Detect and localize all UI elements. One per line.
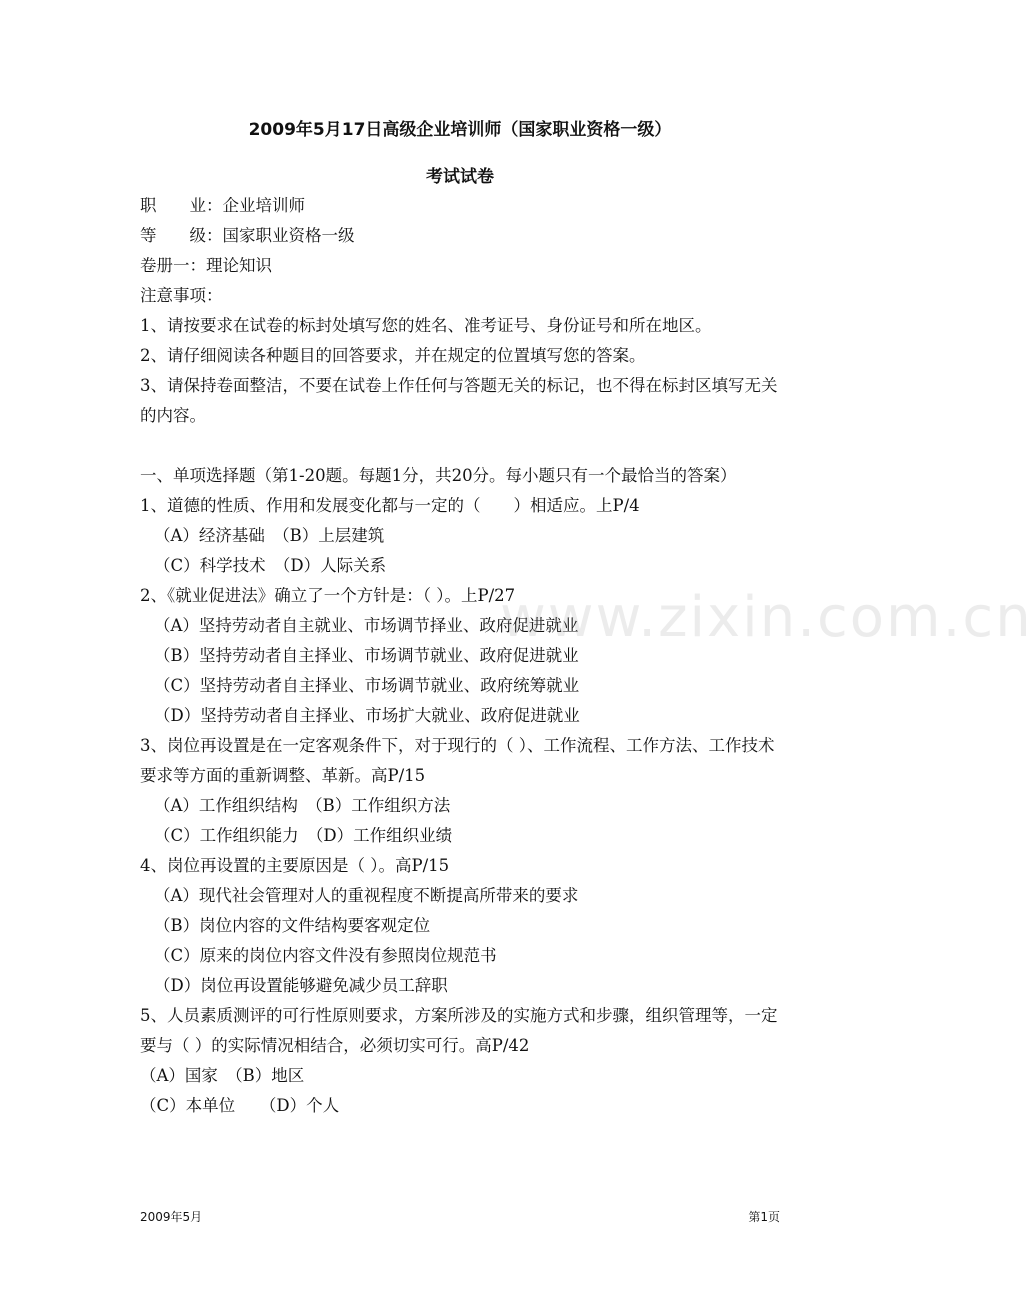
question-4-option-a: （A）现代社会管理对人的重视程度不断提高所带来的要求 bbox=[154, 886, 579, 905]
question-4-option-b: （B）岗位内容的文件结构要客观定位 bbox=[154, 916, 431, 935]
volume-line: 卷册一：理论知识 bbox=[140, 256, 272, 275]
question-5-options-ab: （A）国家 （B）地区 bbox=[140, 1066, 305, 1085]
watermark: www.zixin.com.cn bbox=[500, 585, 1033, 650]
question-2-option-b: （B）坚持劳动者自主择业、市场调节就业、政府促进就业 bbox=[154, 646, 579, 665]
question-3-stem: 3、岗位再设置是在一定客观条件下，对于现行的（ ）、工作流程、工作方法、工作技术要求等方面的重新调整、革新。高P/15 bbox=[140, 736, 775, 785]
level-line: 等 级：国家职业资格一级 bbox=[140, 226, 355, 245]
occupation-line: 职 业：企业培训师 bbox=[140, 196, 305, 215]
page-subtitle: 考试试卷 bbox=[426, 167, 494, 187]
question-4-option-c: （C）原来的岗位内容文件没有参照岗位规范书 bbox=[154, 946, 497, 965]
section-heading: 一、单项选择题（第1-20题。每题1分，共20分。每小题只有一个最恰当的答案） bbox=[140, 466, 737, 485]
notice-item-2: 2、请仔细阅读各种题目的回答要求，并在规定的位置填写您的答案。 bbox=[140, 346, 646, 365]
question-5-stem: 5、人员素质测评的可行性原则要求，方案所涉及的实施方式和步骤，组织管理等，一定要与（ ）的实际情况相结合，必须切实可行。高P/42 bbox=[140, 1006, 778, 1055]
exam-body bbox=[140, 191, 785, 1121]
notice-title: 注意事项： bbox=[140, 286, 223, 305]
question-2-stem: 2、《就业促进法》确立了一个方针是：（ ）。上P/27 bbox=[140, 586, 516, 605]
notice-item-3: 3、请保持卷面整洁，不要在试卷上作任何与答题无关的标记，也不得在标封区填写无关的内容。 bbox=[140, 376, 778, 425]
question-2-option-a: （A）坚持劳动者自主就业、市场调节择业、政府促进就业 bbox=[154, 616, 579, 635]
question-4-option-d: （D）岗位再设置能够避免减少员工辞职 bbox=[154, 976, 448, 995]
question-1-stem: 1、道德的性质、作用和发展变化都与一定的（ ）相适应。上P/4 bbox=[140, 496, 640, 515]
question-4-stem: 4、岗位再设置的主要原因是（ ）。高P/15 bbox=[140, 856, 450, 875]
question-2-option-c: （C）坚持劳动者自主择业、市场调节就业、政府统筹就业 bbox=[154, 676, 580, 695]
question-2-option-d: （D）坚持劳动者自主择业、市场扩大就业、政府促进就业 bbox=[154, 706, 580, 725]
question-1-options-ab: （A）经济基础 （B）上层建筑 bbox=[154, 526, 385, 545]
footer-page-number: 第1页 bbox=[748, 1210, 780, 1224]
footer-date: 2009年5月 bbox=[140, 1210, 203, 1224]
question-3-options-cd: （C）工作组织能力 （D）工作组织业绩 bbox=[154, 826, 453, 845]
question-5-options-cd: （C）本单位 （D）个人 bbox=[140, 1096, 340, 1115]
page-title: 2009年5月17日高级企业培训师（国家职业资格一级） bbox=[248, 120, 672, 140]
notice-item-1: 1、请按要求在试卷的标封处填写您的姓名、准考证号、身份证号和所在地区。 bbox=[140, 316, 712, 335]
question-1-options-cd: （C）科学技术 （D）人际关系 bbox=[154, 556, 387, 575]
question-3-options-ab: （A）工作组织结构 （B）工作组织方法 bbox=[154, 796, 451, 815]
spacer bbox=[140, 431, 785, 461]
